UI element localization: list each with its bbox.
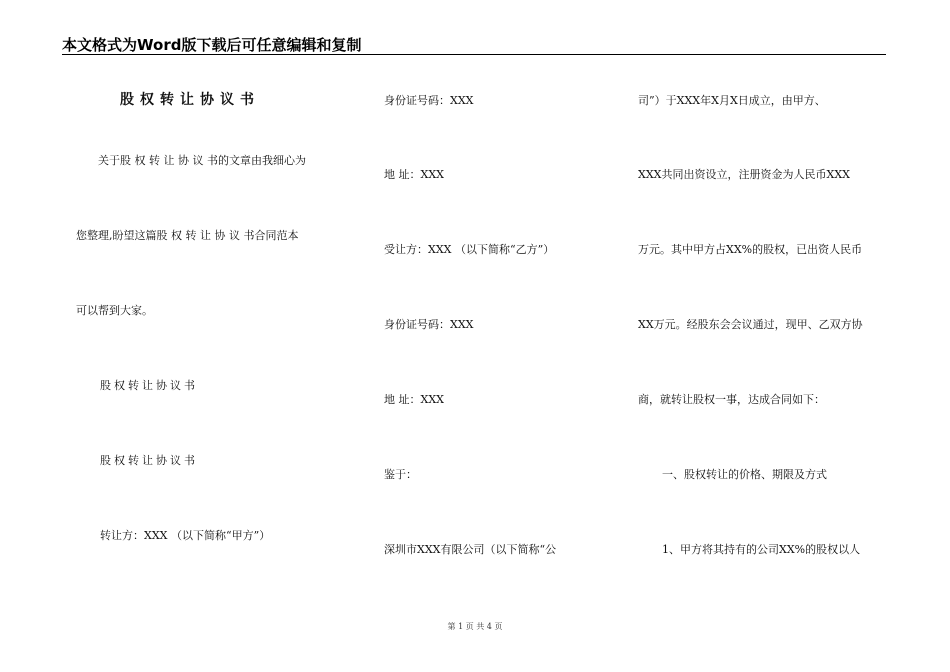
page-number-footer: 第 1 页 共 4 页: [447, 622, 503, 631]
paragraph-line: 地 址：XXX: [384, 393, 444, 406]
paragraph-line: 鉴于：: [384, 468, 417, 481]
text-column-1: [76, 0, 326, 620]
party-transferor: 转让方：XXX （以下简称“甲方”）: [100, 529, 271, 542]
text-column-3: [638, 0, 888, 620]
paragraph-line: XXX共同出资设立，注册资金为人民币XXX: [638, 168, 850, 181]
paragraph-line: 地 址：XXX: [384, 168, 444, 181]
section-heading: 股权转让协议书: [100, 454, 198, 467]
paragraph-line: 司”）于XXX年X月X日成立，由甲方、: [638, 94, 826, 107]
paragraph-line: 可以帮到大家。: [76, 304, 153, 317]
paragraph-line: 身份证号码：XXX: [384, 318, 474, 331]
paragraph-line: 1、甲方将其持有的公司XX%的股权以人: [662, 543, 861, 556]
section-heading: 股权转让协议书: [100, 379, 198, 392]
paragraph-line: 商，就转让股权一事，达成合同如下：: [638, 393, 825, 406]
document-title: 股权转让协议书: [120, 92, 260, 108]
paragraph-line: 身份证号码：XXX: [384, 94, 474, 107]
paragraph-line: 深圳市XXX有限公司（以下简称“公: [384, 543, 557, 556]
text-column-2: [384, 0, 634, 620]
paragraph-line: 关于股 权 转 让 协 议 书的文章由我细心为: [98, 154, 306, 167]
clause-heading: 一、股权转让的价格、期限及方式: [662, 468, 827, 481]
party-transferee: 受让方：XXX （以下简称“乙方”）: [384, 243, 555, 256]
document-header: 本文格式为Word版下载后可任意编辑和复制: [62, 36, 362, 54]
paragraph-line: 万元。其中甲方占XX%的股权，已出资人民币: [638, 243, 863, 256]
paragraph-line: 您整理,盼望这篇股 权 转 让 协 议 书合同范本: [76, 229, 299, 242]
paragraph-line: XX万元。经股东会会议通过，现甲、乙双方协: [638, 318, 863, 331]
